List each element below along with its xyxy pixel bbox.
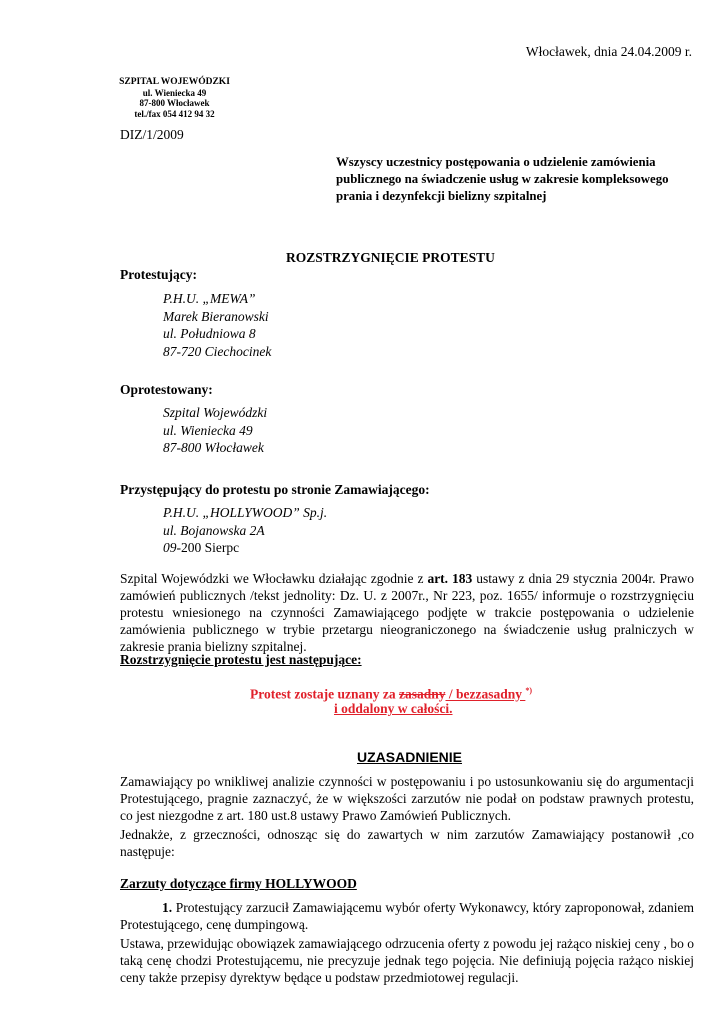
uzasadnienie-heading: UZASADNIENIE [357,749,463,765]
address-line: ul. Południowa 8 [163,326,256,341]
stamp-line: ul. Wieniecka 49 [142,87,207,98]
address-line: Szpital Wojewódzki [163,405,268,420]
addressee: Wszyscy uczestnicy postępowania o udzielenie zamówienia publicznego na świadczenie usług w zakresie kompleksowego prania i dezynfekcji bielizny szpitalnej [336,155,669,203]
address-line: 87-720 Ciechocinek [163,343,272,359]
address-line: ul. Wieniecka 49 [163,422,253,438]
protestujacy-label: Protestujący: [120,267,197,282]
address-line: P.H.U. „HOLLYWOOD” Sp.j. [163,505,328,520]
resolution-label: Rozstrzygnięcie protestu jest następujące: [120,652,362,667]
uzasadnienie-paragraph-3: Ustawa, przewidując obowiązek zamawiającego odrzucenia oferty z powodu jej rażąco niskiej ceny , bo o taką cenę chodzi Protestującemu, nie precyzuje jednak tego pojęcia. Nie definiują pojęcia rażąco niskiej ceny także przepisy dyrektyw będące u podstaw przedmiotowej regulacji. [120,936,694,985]
document-date: Włocławek, dnia 24.04.2009 r. [525,44,692,59]
address-line: Marek Bieranowski [163,308,269,324]
stamp-line: 87-800 Włocławek [139,98,210,108]
address-line: 09-200 Sierpc [163,540,240,555]
verdict-line: Protest zostaje uznany za zasadny / bezzasadny *) [250,686,533,702]
hospital-stamp [112,77,237,119]
stamp-line: tel./fax 054 412 94 32 [134,108,215,119]
zarzut-item-1: 1. Protestujący zarzucił Zamawiającemu wybór oferty Wykonawcy, który zaproponował, zdaniem Protestującego, cenę dumpingową. [120,900,694,932]
address-line: P.H.U. „MEWA” [163,291,256,306]
document-title: ROZSTRZYGNIĘCIE PROTESTU [286,250,495,265]
intro-paragraph: Szpital Wojewódzki we Włocławku działając zgodnie z art. 183 ustawy z dnia 29 stycznia 2004r. Prawo zamówień publicznych /tekst jednolity: Dz. U. z 2007r., Nr 223, poz. 1655/ informuje o rozstrzygnięciu protestu wniesionego na czynności Zamawiającego podjęte w trakcie postępowania o udzielenie zamówienia publicznego w trybie przetargu nieograniczonego na świadczenie usług pralniczych w zakresie prania bielizny szpitalnej. [120,571,694,654]
oprotestowany-label: Oprotestowany: [120,382,213,397]
reference-number: DIZ/1/2009 [120,127,184,142]
protestujacy-address [163,290,271,360]
uzasadnienie-paragraph-1: Zamawiający po wnikliwej analizie czynności w postępowaniu i po ustosunkowaniu się do argumentacji Protestującego, pragnie zaznaczyć, że w większości zarzutów nie podał on podstaw prawnych protestu, co jest niezgodne z art. 180 ust.8 ustawy Prawo Zamówień Publicznych. [120,774,694,823]
address-line: ul. Bojanowska 2A [163,522,265,538]
struck-option: zasadny [398,686,446,702]
przystepujacy-label: Przystępujący do protestu po stronie Zamawiającego: [120,482,430,497]
stamp-line: SZPITAL WOJEWÓDZKI [119,77,230,87]
address-line: 87-800 Włocławek [163,440,264,455]
przystepujacy-address [163,504,327,557]
verdict-line-2: i oddalony w całości. [334,701,453,716]
oprotestowany-address [163,404,267,457]
uzasadnienie-paragraph-2: Jednakże, z grzeczności, odnosząc się do zawartych w nim zarzutów Zamawiający postanowił ,co następuje: [120,827,694,859]
zarzuty-subheading: Zarzuty dotyczące firmy HOLLYWOOD [120,876,357,891]
